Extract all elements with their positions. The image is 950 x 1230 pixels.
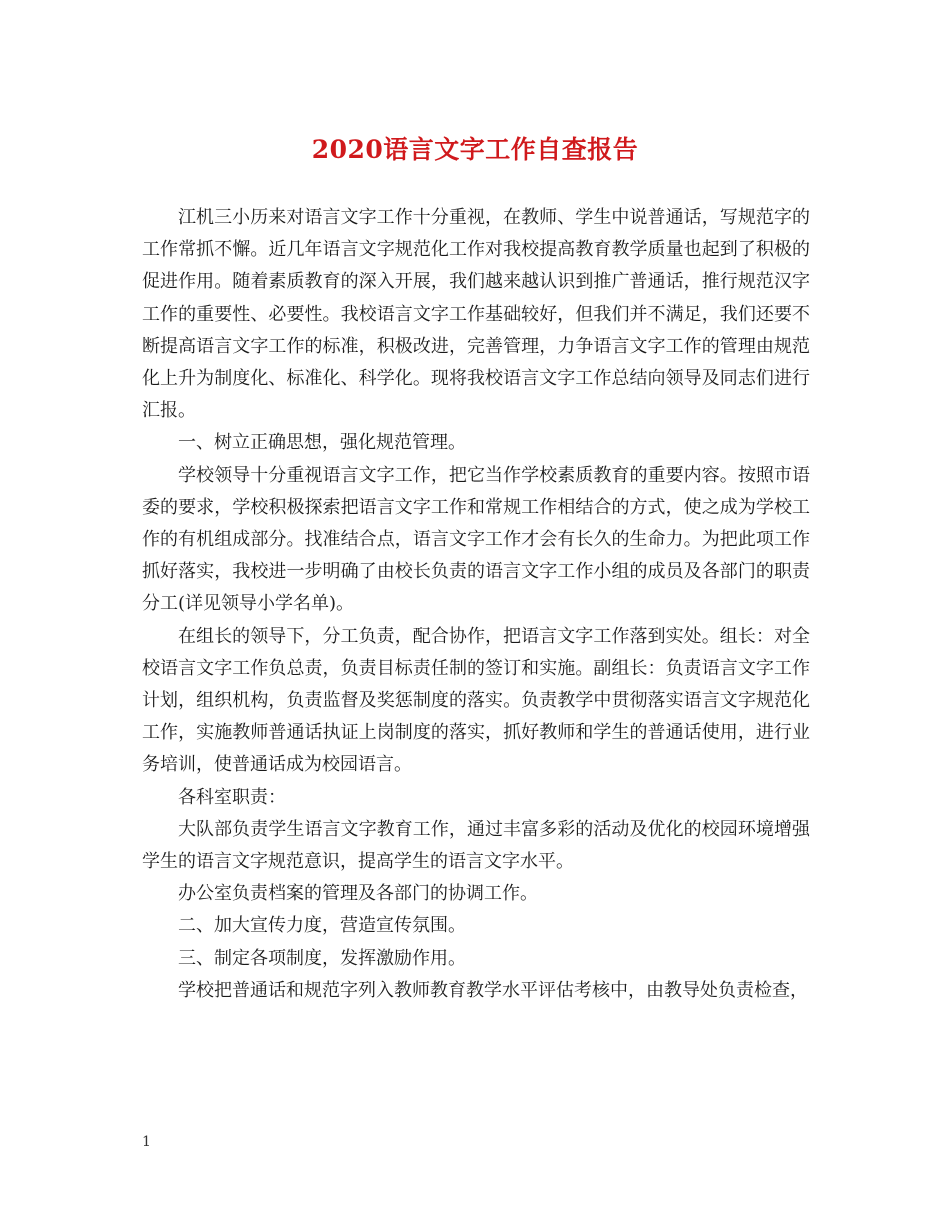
document-body [142, 202, 810, 1007]
paragraph: 大队部负责学生语言文字教育工作，通过丰富多彩的活动及优化的校园环境增强学生的语言文字规范意识，提高学生的语言文字水平。 [142, 818, 810, 873]
paragraph-intro: 江机三小历来对语言文字工作十分重视，在教师、学生中说普通话，写规范字的工作常抓不懈。近几年语言文字规范化工作对我校提高教育教学质量也起到了积极的促进作用。随着素质教育的深入开展，我们越来越认识到推广普通话，推行规范汉字工作的重要性、必要性。我校语言文字工作基础较好，但我们并不满足，我们还要不断提高语言文字工作的标准，积极改进，完善管理，力争语言文字工作的管理由规范化上升为制度化、标准化、科学化。现将我校语言文字工作总结向领导及同志们进行汇报。 [142, 207, 810, 422]
page-number: 1 [142, 1134, 151, 1150]
paragraph: 办公室负责档案的管理及各部门的协调工作。 [178, 883, 538, 905]
section-heading-3: 三、制定各项制度，发挥激励作用。 [178, 947, 466, 969]
document-title: 2020语言文字工作自查报告 [311, 135, 639, 164]
paragraph: 学校领导十分重视语言文字工作，把它当作学校素质教育的重要内容。按照市语委的要求，学校积极探索把语言文字工作和常规工作相结合的方式，使之成为学校工作的有机组成部分。找准结合点，语言文字工作才会有长久的生命力。为把此项工作抓好落实，我校进一步明确了由校长负责的语言文字工作小组的成员及各部门的职责分工(详见领导小学名单)。 [142, 464, 810, 615]
section-heading-1: 一、树立正确思想，强化规范管理。 [178, 432, 466, 454]
paragraph-subheading: 各科室职责： [178, 786, 286, 808]
paragraph: 在组长的领导下，分工负责，配合协作，把语言文字工作落到实处。组长：对全校语言文字工作负总责，负责目标责任制的签订和实施。副组长：负责语言文字工作计划，组织机构，负责监督及奖惩制度的落实。负责教学中贯彻落实语言文字规范化工作，实施教师普通话执证上岗制度的落实，抓好教师和学生的普通话使用，进行业务培训，使普通话成为校园语言。 [142, 625, 810, 776]
section-heading-2: 二、加大宣传力度，营造宣传氛围。 [178, 915, 466, 937]
paragraph: 学校把普通话和规范字列入教师教育教学水平评估考核中，由教导处负责检查， [178, 979, 808, 1001]
